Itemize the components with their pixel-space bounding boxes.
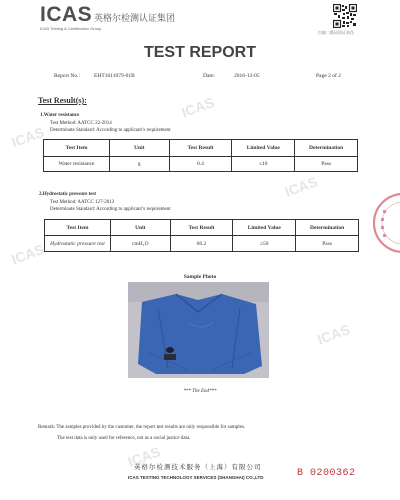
logo-english-name: ICAS Testing & Certification Group [40, 26, 102, 31]
watermark-text: ICAS [125, 443, 163, 470]
table-row [45, 236, 359, 252]
logo-chinese-name: 英格尔检测认证集团 [94, 14, 176, 24]
table-cell: g [109, 157, 169, 172]
test-results-heading: Test Result(s): [38, 96, 87, 105]
column-header: Unit [109, 140, 169, 157]
table-cell: ≥50 [233, 236, 296, 252]
report-no-label: Report No.: [54, 73, 80, 79]
table-cell: ≤10 [232, 157, 295, 172]
water-resistance-table [43, 139, 358, 172]
end-of-report: *** The End*** [183, 389, 217, 394]
table-cell: 0.4 [169, 157, 232, 172]
watermark-text: ICAS [282, 173, 320, 200]
icas-logo [40, 3, 200, 33]
test1-name: 1.Water resistance [40, 113, 80, 118]
serial-number: B 0200362 [297, 468, 356, 479]
qr-code-icon [333, 4, 357, 28]
test1-method: Test Method: AATCC 22-2014 [50, 121, 112, 126]
column-header: Test Item [45, 220, 111, 236]
test2-method: Test Method: AATCC 127-2013 [50, 200, 115, 205]
logo-mark: ICAS [40, 3, 93, 26]
table-row [44, 157, 358, 172]
table-header-row [44, 140, 358, 157]
official-seal-stamp [373, 190, 400, 256]
column-header: Determination [296, 220, 359, 236]
sample-photo-label: Sample Photo [183, 274, 217, 280]
table-cell: 66.2 [170, 236, 233, 252]
table-cell: Hydrostatic pressure test [45, 236, 111, 252]
table-cell: Pass [295, 157, 358, 172]
report-no-value: EHT1611079-01B [94, 73, 135, 79]
hydrostatic-pressure-table [44, 219, 359, 252]
watermark-text: ICAS [179, 93, 217, 121]
column-header: Limited Value [233, 220, 296, 236]
table-cell: cmH₂O [110, 236, 170, 252]
column-header: Unit [110, 220, 170, 236]
page-number: Page 2 of 2 [316, 73, 341, 79]
footer-company-chinese: 英格尔检测技术服务（上海）有限公司 [134, 463, 262, 471]
test1-standard: Determinate Standard: According to applicant’s requirement [50, 128, 171, 133]
test2-standard: Determinate Standard: According to applicant’s requirement [50, 207, 171, 212]
watermark-text: ICAS [9, 123, 47, 151]
column-header: Test Result [170, 220, 233, 236]
date-label: Date: [203, 73, 215, 79]
column-header: Limited Value [232, 140, 295, 157]
footer-company-english: ICAS TESTING TECHNOLOGY SERVICES (SHANGHAI) CO.,LTD [128, 475, 264, 480]
blue-gown [138, 294, 262, 374]
watermark-text: ICAS [315, 321, 353, 348]
column-header: Test Result [169, 140, 232, 157]
table-header-row [45, 220, 359, 236]
table-cell: Water resistance [44, 157, 110, 172]
column-header: Test Item [44, 140, 110, 157]
remark-line-1: Remark: The samples provided by the customer, the report test results are only responsible for samples. [38, 425, 246, 430]
watermark-text: ICAS [9, 240, 47, 268]
remark-line-2: The test data is only used for reference, not as a social justice data. [57, 436, 191, 441]
test2-name: 2.Hydrostatic pressure test [39, 192, 97, 197]
column-header: Determination [295, 140, 358, 157]
gown-tag [166, 347, 174, 353]
sample-photo [128, 282, 269, 378]
qr-note: 扫描二维码验证真伪 [318, 30, 354, 35]
table-cell: Pass [296, 236, 359, 252]
page-title: TEST REPORT [143, 44, 256, 61]
date-value: 2016-12-05 [234, 73, 260, 79]
